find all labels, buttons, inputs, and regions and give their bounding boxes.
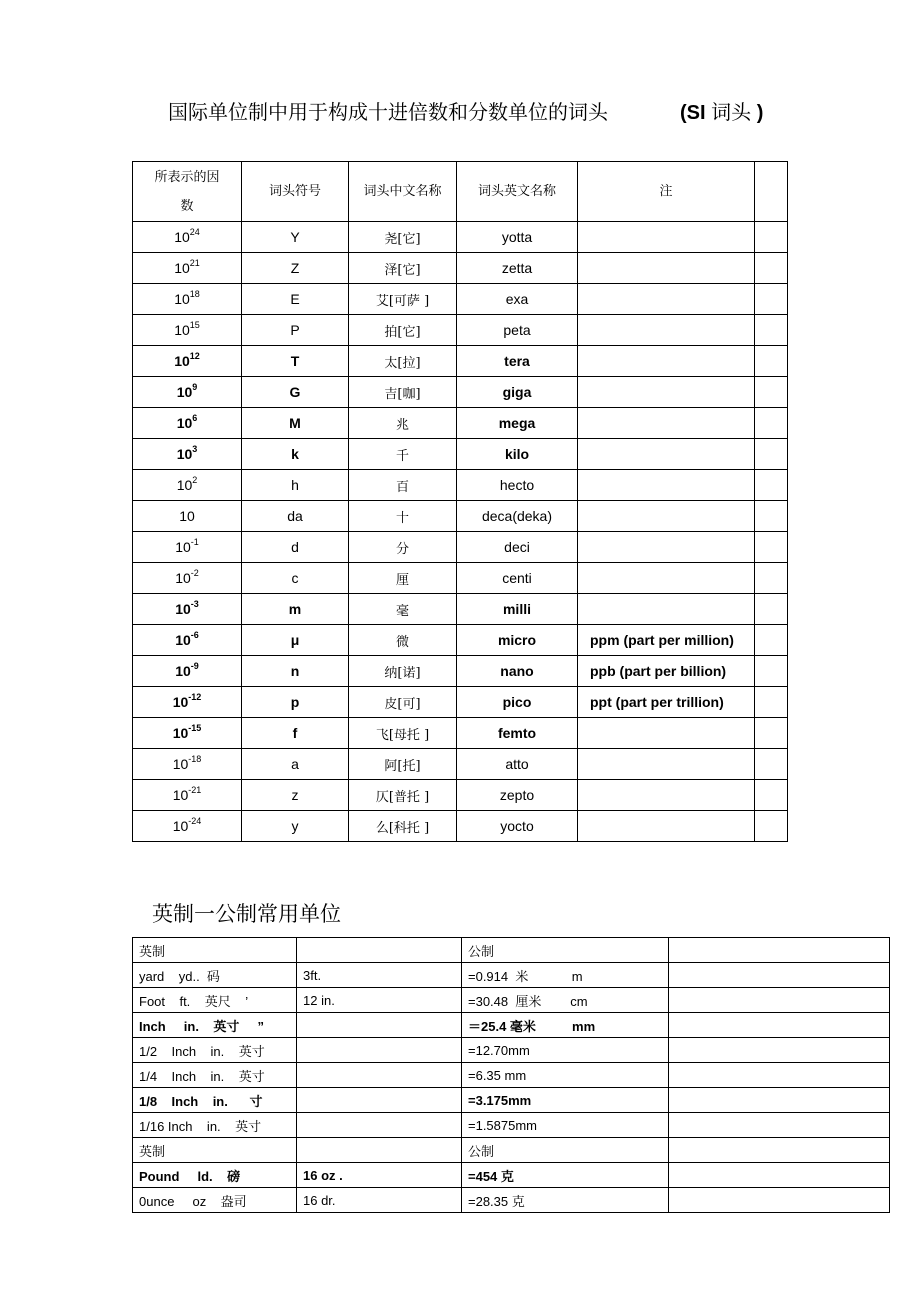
symbol-cell: P [242, 315, 349, 346]
cn-name-cell: 分 [349, 532, 457, 563]
symbol-cell: d [242, 532, 349, 563]
cn-name-cell: 百 [349, 470, 457, 501]
symbol-cell: μ [242, 625, 349, 656]
en-name-cell: hecto [457, 470, 578, 501]
note-cell [578, 253, 755, 284]
extra-cell [669, 963, 890, 988]
cn-name-cell: 吉[咖] [349, 377, 457, 408]
table-row [133, 1063, 890, 1088]
imperial-cell: 英制 [133, 938, 297, 963]
table-row [133, 563, 788, 594]
en-name-cell: giga [457, 377, 578, 408]
equivalent-cell: 3ft. [297, 963, 462, 988]
empty-cell [755, 408, 788, 439]
symbol-cell: m [242, 594, 349, 625]
imperial-cell: Inch in. 英寸 ” [133, 1013, 297, 1038]
empty-cell [755, 532, 788, 563]
metric-cell: ＝25.4 毫米 mm [462, 1013, 669, 1038]
cn-name-cell: 兆 [349, 408, 457, 439]
factor-base: 10 [175, 663, 191, 679]
note-cell [578, 222, 755, 253]
symbol-cell: y [242, 811, 349, 842]
cn-name-cell: 艾[可萨 ] [349, 284, 457, 315]
metric-cell: =28.35 克 [462, 1188, 669, 1213]
empty-cell [755, 749, 788, 780]
cn-name-cell: 拍[它] [349, 315, 457, 346]
factor-base: 10 [174, 291, 190, 307]
empty-cell [755, 253, 788, 284]
extra-cell [669, 988, 890, 1013]
table-row [133, 1038, 890, 1063]
table-row [133, 594, 788, 625]
factor-exponent: 18 [189, 289, 200, 299]
cn-name-cell: 毫 [349, 594, 457, 625]
note-cell [578, 408, 755, 439]
factor-base: 10 [172, 694, 189, 710]
equivalent-cell [297, 1088, 462, 1113]
equivalent-cell [297, 1063, 462, 1088]
factor-cell [133, 594, 242, 625]
en-name-cell: deci [457, 532, 578, 563]
table-header-row [133, 162, 788, 222]
table-row [133, 315, 788, 346]
cn-name-cell: 微 [349, 625, 457, 656]
factor-exponent: 24 [189, 227, 200, 237]
en-name-cell: exa [457, 284, 578, 315]
en-name-cell: pico [457, 687, 578, 718]
note-cell [578, 811, 755, 842]
symbol-cell: Y [242, 222, 349, 253]
symbol-cell: z [242, 780, 349, 811]
factor-base: 10 [175, 601, 191, 617]
table-row [133, 253, 788, 284]
factor-exponent: -1 [190, 537, 199, 547]
factor-exponent: 21 [189, 258, 200, 268]
symbol-cell: c [242, 563, 349, 594]
extra-cell [669, 1188, 890, 1213]
metric-cell: 公制 [462, 938, 669, 963]
note-cell [578, 718, 755, 749]
extra-cell [669, 1038, 890, 1063]
note-cell [578, 377, 755, 408]
factor-exponent: 12 [189, 351, 200, 361]
factor-exponent: -2 [190, 568, 199, 578]
equivalent-cell [297, 1038, 462, 1063]
si-suffix-open: (SI [680, 102, 706, 124]
imperial-cell: Pound ld. 磅 [133, 1163, 297, 1188]
extra-cell [669, 1088, 890, 1113]
equivalent-cell: 16 oz . [297, 1163, 462, 1188]
factor-base: 10 [176, 384, 193, 400]
factor-cell [133, 315, 242, 346]
en-name-cell: tera [457, 346, 578, 377]
imperial-cell: 1/4 Inch in. 英寸 [133, 1063, 297, 1088]
cn-name-cell: 么[科托 ] [349, 811, 457, 842]
equivalent-cell: 16 dr. [297, 1188, 462, 1213]
table-row [133, 408, 788, 439]
factor-cell [133, 222, 242, 253]
header-en-name: 词头英文名称 [457, 162, 578, 222]
equivalent-cell [297, 938, 462, 963]
metric-cell: =0.914 米 m [462, 963, 669, 988]
symbol-cell: T [242, 346, 349, 377]
factor-cell [133, 749, 242, 780]
en-name-cell: femto [457, 718, 578, 749]
table-row [133, 656, 788, 687]
header-factor: 所表示的因数 [133, 162, 242, 222]
cn-name-cell: 阿[托] [349, 749, 457, 780]
table-row [133, 439, 788, 470]
note-cell [578, 532, 755, 563]
empty-cell [755, 222, 788, 253]
factor-base: 10 [179, 508, 195, 524]
table-row [133, 1188, 890, 1213]
empty-cell [755, 470, 788, 501]
note-cell [578, 284, 755, 315]
factor-cell [133, 625, 242, 656]
factor-exponent: 15 [189, 320, 200, 330]
factor-cell [133, 687, 242, 718]
header-empty [755, 162, 788, 222]
symbol-cell: E [242, 284, 349, 315]
en-name-cell: zepto [457, 780, 578, 811]
imperial-cell: 1/2 Inch in. 英寸 [133, 1038, 297, 1063]
factor-cell [133, 408, 242, 439]
factor-exponent: -12 [188, 692, 202, 702]
factor-cell [133, 439, 242, 470]
empty-cell [755, 718, 788, 749]
factor-exponent: 6 [192, 413, 198, 423]
factor-base: 10 [172, 787, 189, 803]
si-title-suffix [680, 96, 763, 125]
metric-cell: =1.5875mm [462, 1113, 669, 1138]
note-cell [578, 315, 755, 346]
factor-base: 10 [174, 229, 190, 245]
en-name-cell: zetta [457, 253, 578, 284]
metric-cell: 公制 [462, 1138, 669, 1163]
si-suffix-close: ) [756, 102, 764, 124]
imperial-cell: 1/8 Inch in. 寸 [133, 1088, 297, 1113]
factor-cell [133, 501, 242, 532]
metric-cell: =454 克 [462, 1163, 669, 1188]
note-cell [578, 563, 755, 594]
table-row [133, 811, 788, 842]
factor-cell [133, 718, 242, 749]
factor-base: 10 [174, 353, 190, 369]
table-row [133, 780, 788, 811]
symbol-cell: p [242, 687, 349, 718]
note-cell [578, 470, 755, 501]
si-title-text: 国际单位制中用于构成十进倍数和分数单位的词头 [168, 100, 608, 124]
table-row [133, 1138, 890, 1163]
si-prefix-table [132, 161, 788, 842]
cn-name-cell: 纳[诺] [349, 656, 457, 687]
en-name-cell: atto [457, 749, 578, 780]
cn-name-cell: 厘 [349, 563, 457, 594]
factor-exponent: -6 [190, 630, 199, 640]
symbol-cell: G [242, 377, 349, 408]
factor-exponent: -3 [190, 599, 199, 609]
table-row [133, 532, 788, 563]
cn-name-cell: 十 [349, 501, 457, 532]
metric-cell: =12.70mm [462, 1038, 669, 1063]
factor-exponent: -24 [188, 816, 202, 826]
table-row [133, 222, 788, 253]
empty-cell [755, 377, 788, 408]
factor-cell [133, 470, 242, 501]
equivalent-cell [297, 1138, 462, 1163]
en-name-cell: yotta [457, 222, 578, 253]
si-suffix-cn: 词头 [711, 100, 752, 124]
empty-cell [755, 284, 788, 315]
empty-cell [755, 315, 788, 346]
note-cell: ppb (part per billion) [578, 656, 755, 687]
imperial-cell: 1/16 Inch in. 英寸 [133, 1113, 297, 1138]
empty-cell [755, 656, 788, 687]
symbol-cell: n [242, 656, 349, 687]
empty-cell [755, 563, 788, 594]
factor-cell [133, 346, 242, 377]
note-cell [578, 501, 755, 532]
note-cell: ppt (part per trillion) [578, 687, 755, 718]
empty-cell [755, 780, 788, 811]
cn-name-cell: 仄[普托 ] [349, 780, 457, 811]
factor-base: 10 [174, 322, 190, 338]
factor-base: 10 [175, 632, 191, 648]
en-name-cell: yocto [457, 811, 578, 842]
en-name-cell: micro [457, 625, 578, 656]
factor-base: 10 [176, 415, 193, 431]
factor-cell [133, 656, 242, 687]
imperial-cell: 0unce oz 盎司 [133, 1188, 297, 1213]
table-row [133, 1113, 890, 1138]
en-name-cell: milli [457, 594, 578, 625]
header-symbol: 词头符号 [242, 162, 349, 222]
symbol-cell: f [242, 718, 349, 749]
extra-cell [669, 1113, 890, 1138]
equivalent-cell: 12 in. [297, 988, 462, 1013]
cn-name-cell: 太[拉] [349, 346, 457, 377]
table-row [133, 963, 890, 988]
metric-cell: =6.35 mm [462, 1063, 669, 1088]
note-cell [578, 346, 755, 377]
table-row [133, 346, 788, 377]
equivalent-cell [297, 1013, 462, 1038]
note-cell [578, 749, 755, 780]
symbol-cell: a [242, 749, 349, 780]
extra-cell [669, 1138, 890, 1163]
en-name-cell: nano [457, 656, 578, 687]
factor-base: 10 [176, 477, 193, 493]
conversion-table [132, 937, 890, 1213]
cn-name-cell: 千 [349, 439, 457, 470]
symbol-cell: Z [242, 253, 349, 284]
table-row [133, 377, 788, 408]
empty-cell [755, 501, 788, 532]
header-cn-name: 词头中文名称 [349, 162, 457, 222]
metric-cell: =30.48 厘米 cm [462, 988, 669, 1013]
conversion-title: 英制一公制常用单位 [152, 902, 341, 926]
factor-cell [133, 532, 242, 563]
equivalent-cell [297, 1113, 462, 1138]
en-name-cell: kilo [457, 439, 578, 470]
cn-name-cell: 尧[它] [349, 222, 457, 253]
factor-base: 10 [176, 446, 193, 462]
extra-cell [669, 938, 890, 963]
factor-cell [133, 563, 242, 594]
table-row [133, 470, 788, 501]
cn-name-cell: 皮[可] [349, 687, 457, 718]
factor-cell [133, 253, 242, 284]
symbol-cell: k [242, 439, 349, 470]
metric-cell: =3.175mm [462, 1088, 669, 1113]
factor-base: 10 [174, 260, 190, 276]
note-cell: ppm (part per million) [578, 625, 755, 656]
en-name-cell: peta [457, 315, 578, 346]
symbol-cell: h [242, 470, 349, 501]
extra-cell [669, 1063, 890, 1088]
note-cell [578, 780, 755, 811]
note-cell [578, 594, 755, 625]
table-row [133, 1013, 890, 1038]
table-row [133, 718, 788, 749]
factor-exponent: -15 [188, 723, 202, 733]
table-row [133, 625, 788, 656]
si-prefix-title [168, 96, 764, 125]
factor-base: 10 [172, 756, 189, 772]
empty-cell [755, 346, 788, 377]
table-row [133, 284, 788, 315]
factor-cell [133, 377, 242, 408]
factor-cell [133, 780, 242, 811]
empty-cell [755, 439, 788, 470]
empty-cell [755, 625, 788, 656]
symbol-cell: da [242, 501, 349, 532]
factor-cell [133, 284, 242, 315]
cn-name-cell: 飞[母托 ] [349, 718, 457, 749]
header-note: 注 [578, 162, 755, 222]
imperial-cell: Foot ft. 英尺 ’ [133, 988, 297, 1013]
en-name-cell: deca(deka) [457, 501, 578, 532]
note-cell [578, 439, 755, 470]
table-row [133, 1088, 890, 1113]
factor-exponent: -9 [190, 661, 199, 671]
extra-cell [669, 1163, 890, 1188]
empty-cell [755, 687, 788, 718]
factor-base: 10 [172, 818, 189, 834]
symbol-cell: M [242, 408, 349, 439]
factor-base: 10 [175, 570, 191, 586]
extra-cell [669, 1013, 890, 1038]
en-name-cell: mega [457, 408, 578, 439]
factor-base: 10 [172, 725, 189, 741]
imperial-cell: 英制 [133, 1138, 297, 1163]
factor-base: 10 [175, 539, 191, 555]
factor-exponent: -18 [188, 754, 202, 764]
table-row [133, 1163, 890, 1188]
factor-exponent: -21 [188, 785, 202, 795]
table-row [133, 749, 788, 780]
factor-exponent: 9 [192, 382, 198, 392]
en-name-cell: centi [457, 563, 578, 594]
table-row [133, 988, 890, 1013]
factor-exponent: 3 [192, 444, 198, 454]
cn-name-cell: 泽[它] [349, 253, 457, 284]
empty-cell [755, 811, 788, 842]
factor-cell [133, 811, 242, 842]
empty-cell [755, 594, 788, 625]
table-row [133, 938, 890, 963]
imperial-cell: yard yd.. 码 [133, 963, 297, 988]
table-row [133, 501, 788, 532]
factor-exponent: 2 [192, 475, 198, 485]
table-row [133, 687, 788, 718]
